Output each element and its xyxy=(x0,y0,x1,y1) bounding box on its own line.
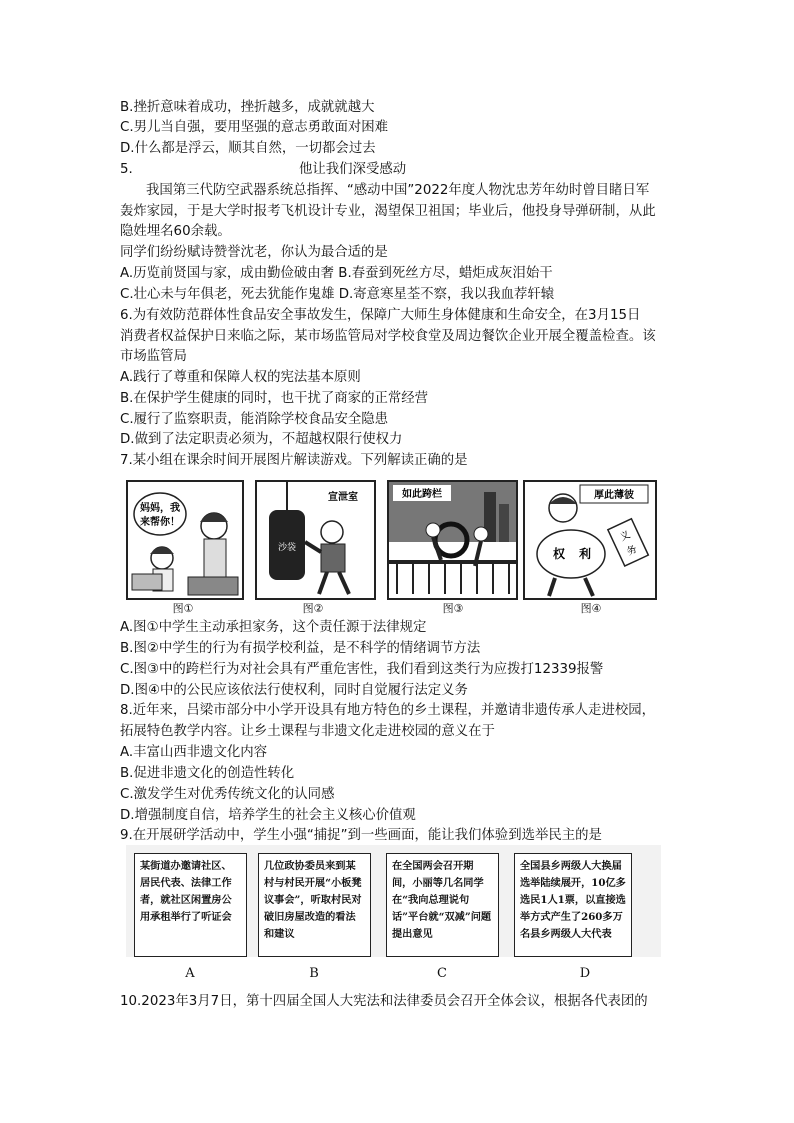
q6-option-a: A.践行了尊重和保障人权的宪法基本原则 xyxy=(120,370,361,385)
q5-passage-line1: 我国第三代防空武器系统总指挥、“感动中国”2022年度人物沈忠芳年幼时曾目睹日军 xyxy=(146,183,650,198)
q6-option-c: C.履行了监察职责，能消除学校食品安全隐患 xyxy=(120,412,389,427)
q8-option-b: B.促进非遗文化的创造性转化 xyxy=(120,766,295,781)
sandbag-label: 沙袋 xyxy=(277,543,297,553)
q6-stem-line2: 消费者权益保护日来临之际，某市场监管局对学校食堂及周边餐饮企业开展全覆盖检查。该 xyxy=(120,329,656,344)
q9-box-a: 某街道办邀请社区、居民代表、法律工作者，就社区闲置房公用承租举行了听证会 xyxy=(134,853,247,957)
q7-option-d: D.图④中的公民应该依法行使权利，同时自觉履行法定义务 xyxy=(120,683,468,698)
household-chores-illustration xyxy=(128,482,242,598)
q6-option-b: B.在保护学生健康的同时，也干扰了商家的正常经营 xyxy=(120,391,429,406)
q7-cartoon-panel-1 xyxy=(126,480,244,600)
speech-line-2: 来帮你！ xyxy=(140,517,180,528)
q8-option-a: A.丰富山西非遗文化内容 xyxy=(120,745,268,760)
q8-stem-line1: 8.近年来，吕梁市部分中小学开设具有地方特色的乡土课程，并邀请非遗传承人走进校园， xyxy=(120,703,656,718)
q7-option-c: C.图③中的跨栏行为对社会具有严重危害性，我们看到这类行为应拨打12339报警 xyxy=(120,662,604,677)
q6-stem-line3: 市场监管局 xyxy=(120,349,187,364)
q9-box-c: 在全国两会召开期间，小丽等几名同学在“我向总理说句话”平台就“双减”问题提出意见 xyxy=(386,853,499,957)
q5-options-ab: A.历览前贤国与家，成由勤俭破由奢 B.春蚕到死丝方尽，蜡炬成灰泪始干 xyxy=(120,266,553,281)
rights-char-2: 利 xyxy=(578,547,592,561)
q7-cartoon-panel-2 xyxy=(255,480,376,600)
q8-option-c: C.激发学生对优秀传统文化的认同感 xyxy=(120,787,335,802)
q7-caption-4: 图④ xyxy=(580,602,602,615)
duty-char-1: 义 xyxy=(618,529,633,544)
q7-cartoon-panel-3 xyxy=(387,480,518,600)
venting-room-illustration xyxy=(257,482,374,598)
q9-label-c: C xyxy=(437,966,447,981)
q4-option-c: C.男儿当自强，要用坚强的意志勇敢面对困难 xyxy=(120,120,389,135)
q7-caption-3: 图③ xyxy=(442,602,464,615)
rights-and-duties-illustration xyxy=(525,482,655,598)
q8-option-d: D.增强制度自信，培养学生的社会主义核心价值观 xyxy=(120,808,416,823)
q9-label-a: A xyxy=(185,966,195,981)
q4-option-b: B.挫折意味着成功，挫折越多，成就就越大 xyxy=(120,100,375,115)
q6-stem-line1: 6.为有效防范群体性食品安全事故发生，保障广大师生身体健康和生命安全，在3月15日 xyxy=(120,308,641,323)
rights-char-1: 权 xyxy=(552,547,566,561)
q9-label-d: D xyxy=(579,966,591,981)
rights-duties-sign: 厚此薄彼 xyxy=(594,490,634,501)
q9-stem: 9.在开展研学活动中，学生小强“捕捉”到一些画面，能让我们体验到选举民主的是 xyxy=(120,828,602,843)
q7-option-b: B.图②中学生的行为有损学校利益，是不科学的情绪调节方法 xyxy=(120,641,481,656)
q5-number: 5. xyxy=(120,162,133,177)
q6-option-d: D.做到了法定职责必须为，不超越权限行使权力 xyxy=(120,432,403,447)
speech-line-1: 妈妈，我 xyxy=(140,503,180,514)
venting-room-sign: 宣泄室 xyxy=(328,492,358,503)
q5-title: 他让我们深受感动 xyxy=(299,162,407,177)
q4-option-d: D.什么都是浮云，顺其自然，一切都会过去 xyxy=(120,141,376,156)
q5-options-cd: C.壮心未与年俱老，死去犹能作鬼雄 D.寄意寒星荃不察，我以我血荐轩辕 xyxy=(120,287,555,302)
hurdling-sign: 如此跨栏 xyxy=(402,489,442,500)
duty-char-2: 务 xyxy=(625,543,639,559)
q8-stem-line2: 拓展特色教学内容。让乡土课程与非遗文化走进校园的意义在于 xyxy=(120,724,495,739)
q5-passage-line2: 轰炸家园，于是大学时报考飞机设计专业，渴望保卫祖国；毕业后，他投身导弹研制，从此 xyxy=(120,204,656,219)
q9-label-b: B xyxy=(309,966,319,981)
q9-box-d: 全国县乡两级人大换届选举陆续展开，10亿多选民1人1票，以直接选举方式产生了260多万名县乡两级人大代表 xyxy=(514,853,632,957)
q5-stem: 同学们纷纷赋诗赞誉沈老，你认为最合适的是 xyxy=(120,245,388,260)
q10-stem: 10.2023年3月7日，第十四届全国人大宪法和法律委员会召开全体会议，根据各代表团的 xyxy=(120,994,648,1009)
q7-option-a: A.图①中学生主动承担家务，这个责任源于法律规定 xyxy=(120,620,427,635)
q7-caption-2: 图② xyxy=(302,602,324,615)
q7-caption-1: 图① xyxy=(172,602,194,615)
q9-box-b: 几位政协委员来到某村与村民开展“小板凳议事会”，听取村民对破旧房屋改造的看法和建议 xyxy=(258,853,371,957)
q7-cartoon-panel-4 xyxy=(523,480,657,600)
q5-passage-line3: 隐姓埋名60余载。 xyxy=(120,224,231,239)
q7-stem: 7.某小组在课余时间开展图片解读游戏。下列解读正确的是 xyxy=(120,453,468,468)
hurdling-railing-illustration xyxy=(389,482,516,598)
